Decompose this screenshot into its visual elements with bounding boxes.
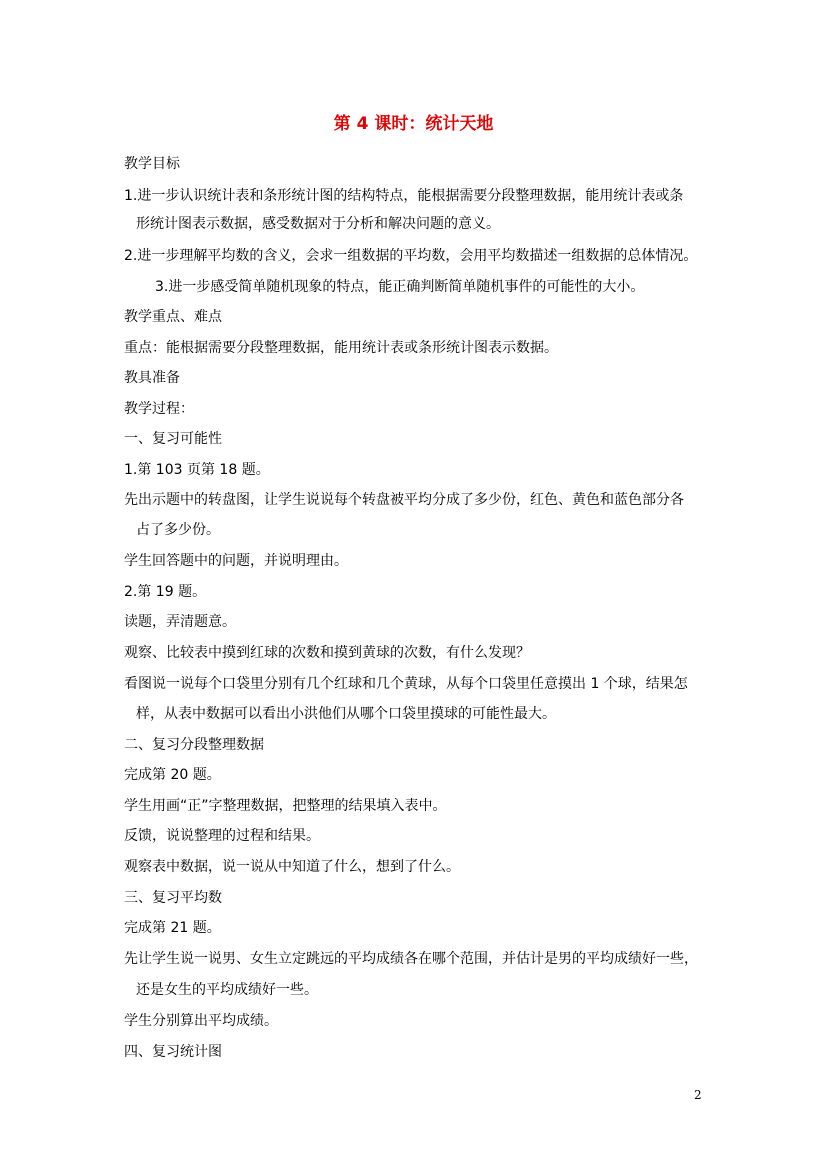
- bag-analysis-line-2: 样，从表中数据可以看出小洪他们从哪个口袋里摸球的可能性最大。: [136, 706, 556, 722]
- observe-table-line: 观察表中数据，说一说从中知道了什么，想到了什么。: [124, 859, 460, 875]
- exercise-19: 2.第 19 题。: [124, 584, 207, 600]
- feedback-line: 反馈，说说整理的过程和结果。: [124, 828, 320, 844]
- review-average-heading: 三、复习平均数: [124, 890, 222, 906]
- section-heading-key-points: 教学重点、难点: [124, 309, 222, 325]
- exercise-18-line-1: 先出示题中的转盘图，让学生说说每个转盘被平均分成了多少份，红色、黄色和蓝色部分各: [124, 492, 684, 508]
- calculate-average-line: 学生分别算出平均成绩。: [124, 1013, 278, 1029]
- bag-analysis-line-1: 看图说一说每个口袋里分别有几个红球和几个黄球，从每个口袋里任意摸出 1 个球，结果怎: [124, 676, 688, 692]
- review-grouping-heading: 二、复习分段整理数据: [124, 737, 264, 753]
- average-estimate-line-1: 先让学生说一说男、女生立定跳远的平均成绩各在哪个范围，并估计是男的平均成绩好一些，: [124, 951, 698, 967]
- exercise-18: 1.第 103 页第 18 题。: [124, 462, 270, 478]
- review-chart-heading: 四、复习统计图: [124, 1044, 222, 1060]
- tally-line: 学生用画“正”字整理数据，把整理的结果填入表中。: [124, 798, 447, 814]
- exercise-21: 完成第 21 题。: [124, 920, 221, 936]
- section-heading-objectives: 教学目标: [124, 156, 180, 172]
- objective-1-line-2: 形统计图表示数据，感受数据对于分析和解决问题的意义。: [136, 216, 500, 232]
- key-point-text: 重点：能根据需要分段整理数据，能用统计表或条形统计图表示数据。: [124, 340, 558, 356]
- lesson-title: 第 4 课时：统计天地: [333, 114, 494, 134]
- section-heading-process: 教学过程：: [124, 401, 194, 417]
- exercise-18-line-2: 占了多少份。: [136, 522, 220, 538]
- objective-1-line-1: 1.进一步认识统计表和条形统计图的结构特点，能根据需要分段整理数据，能用统计表或条: [124, 188, 684, 204]
- page-number: 2: [694, 1088, 702, 1102]
- student-answer-line: 学生回答题中的问题，并说明理由。: [124, 553, 348, 569]
- average-estimate-line-2: 还是女生的平均成绩好一些。: [136, 982, 318, 998]
- objective-3: 3.进一步感受简单随机现象的特点，能正确判断简单随机事件的可能性的大小。: [155, 279, 645, 295]
- exercise-20: 完成第 20 题。: [124, 767, 221, 783]
- objective-2: 2.进一步理解平均数的含义，会求一组数据的平均数，会用平均数描述一组数据的总体情况。: [124, 248, 698, 264]
- review-possibility-heading: 一、复习可能性: [124, 431, 222, 447]
- read-problem-line: 读题，弄清题意。: [124, 614, 236, 630]
- observe-compare-line: 观察、比较表中摸到红球的次数和摸到黄球的次数，有什么发现？: [124, 645, 530, 661]
- section-heading-materials: 教具准备: [124, 370, 180, 386]
